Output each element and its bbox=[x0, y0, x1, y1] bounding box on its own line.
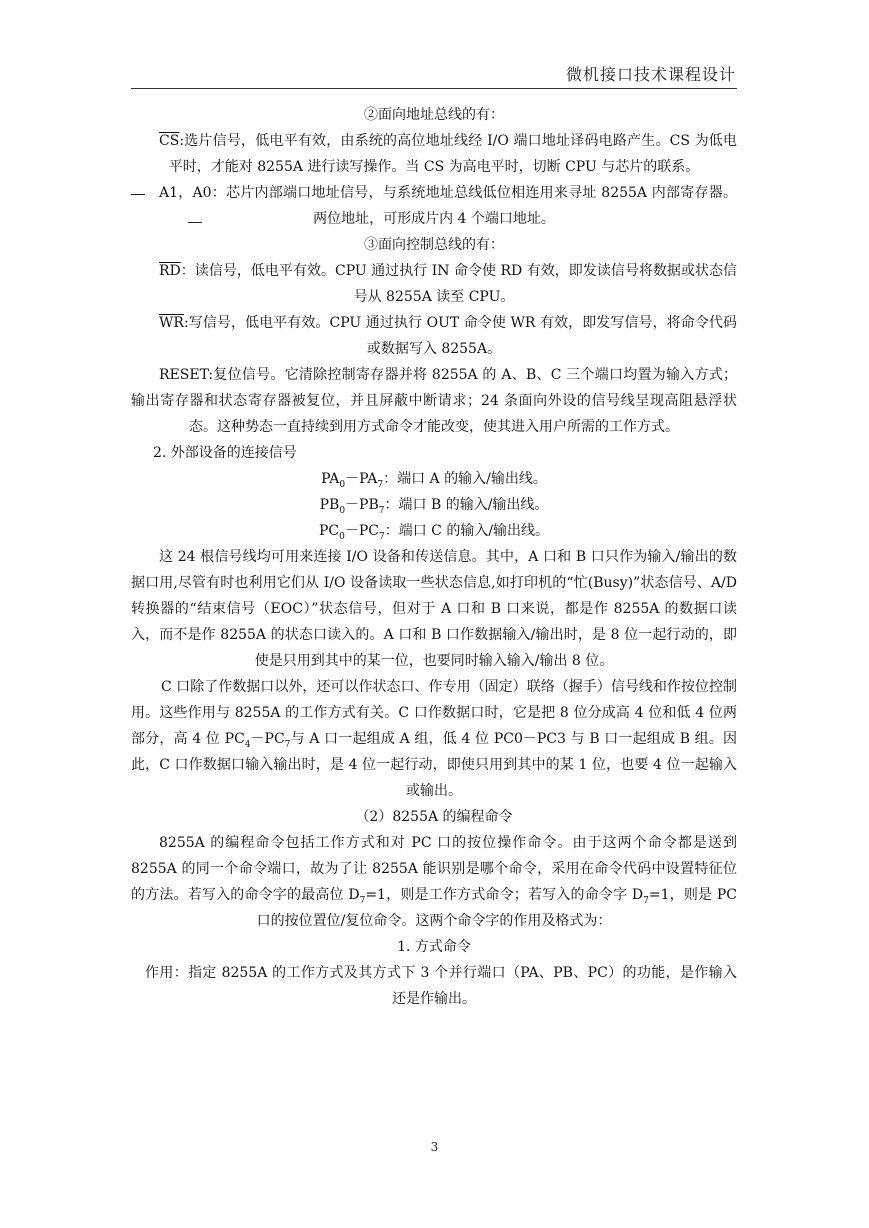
pb-end-sub: 7 bbox=[378, 505, 385, 516]
paragraph-reset-signal: RESET:复位信号。它清除控制寄存器并将 8255A 的 A、B、C 三个端口均置为输入方式；输出寄存器和状态寄存器被复位，并且屏蔽中断请求；24 条面向外设的信号线呈现高阻悬浮状态。这种势态一直持续到用方式命令才能改变，使其进入用户所需的工作方式。 bbox=[131, 367, 737, 435]
pa-start-label: PA bbox=[321, 471, 340, 487]
heading-external-signals: 2. 外部设备的连接信号 bbox=[153, 445, 297, 461]
line-port-b bbox=[131, 492, 737, 518]
heading-control-bus: ③面向控制总线的有： bbox=[364, 237, 504, 253]
heading-programming-commands: （2）8255A 的编程命令 bbox=[355, 809, 513, 825]
overline-artifact bbox=[131, 194, 145, 195]
pc-end-sub: 7 bbox=[378, 531, 385, 542]
prog-sub-2: 7 bbox=[643, 895, 649, 906]
cs-label: $\overline{CS}$ bbox=[159, 133, 180, 149]
paragraph-programming-commands bbox=[131, 830, 737, 934]
portc-text-b: －PC bbox=[250, 731, 285, 747]
page-number: 3 bbox=[430, 1140, 439, 1154]
paragraph-port-c bbox=[131, 674, 737, 804]
overline-artifact bbox=[188, 222, 202, 223]
pa-start-sub: 0 bbox=[339, 479, 346, 490]
pc-description: ：端口 C 的输入/输出线。 bbox=[384, 523, 550, 539]
pb-start-label: PB bbox=[319, 497, 340, 513]
pc-start-label: PC bbox=[318, 523, 340, 539]
prog-text-c: =1，则是 PC 口的按位置位/复位命令。这两个命令字的作用及格式为： bbox=[256, 887, 737, 929]
pa-description: ：端口 A 的输入/输出线。 bbox=[383, 471, 547, 487]
prog-sub-1: 7 bbox=[359, 895, 366, 906]
rd-label: $\overline{RD}$ bbox=[159, 263, 181, 279]
pb-end-label: －PB bbox=[345, 497, 379, 513]
wr-label: $\overline{WR}$ bbox=[159, 315, 184, 331]
prog-text-b: =1，则是工作方式命令；若写入的命令字 D bbox=[365, 887, 644, 903]
portc-sub-1: 4 bbox=[244, 739, 251, 750]
paragraph-cs-signal bbox=[131, 128, 737, 180]
pc-end-label: －PC bbox=[344, 523, 379, 539]
paragraph-rd-signal bbox=[131, 258, 737, 310]
heading-address-bus: ②面向地址总线的有： bbox=[364, 107, 504, 123]
pb-start-sub: 0 bbox=[339, 505, 346, 516]
line-port-c bbox=[131, 518, 737, 544]
line-port-a bbox=[131, 466, 737, 492]
portc-text-a: C 口除了作数据口以外，还可以作状态口、作专用（固定）联络（握手）信号线和作按位控制用。这些作用与 8255A 的工作方式有关。C 口作数据口时，它是把 8 位分成高 4 位和低 4 位两部分，高 4 位 PC bbox=[131, 679, 737, 747]
rd-description: ：读信号，低电平有效。CPU 通过执行 IN 命令使 RD 有效，即发读信号将数据或状态信号从 8255A 读至 CPU。 bbox=[180, 263, 737, 305]
paragraph-mode-command-purpose: 作用：指定 8255A 的工作方式及其方式下 3 个并行端口（PA、PB、PC）的功能，是作输入还是作输出。 bbox=[145, 965, 737, 1007]
pc-start-sub: 0 bbox=[339, 531, 345, 542]
paragraph-signal-lines: 这 24 根信号线均可用来连接 I/O 设备和传送信息。其中，A 口和 B 口只作为输入/输出的数据口用,尽管有时也利用它们从 I/O 设备读取一些状态信息,如打印机的“忙(Busy)”状态信号、A/D 转换器的“结束信号（EOC）”状态信号，但对于 A 口和 B 口来说，都是作 8255A 的数据口读入，而不是作 8255A 的状态口读入的。A 口和 B 口作数据输入/输出时，是 8 位一起行动的，即使是只用到其中的某一位，也要同时输入输入/输出 8 位。 bbox=[131, 549, 737, 669]
prog-text-a: 8255A 的编程命令包括工作方式和对 PC 口的按位操作命令。由于这两个命令都是送到 8255A 的同一个命令端口，故为了让 8255A 能识别是哪个命令，采用在命令代码中设置特征位的方法。若写入的命令字的最高位 D bbox=[131, 835, 737, 903]
header-rule bbox=[131, 88, 737, 89]
paragraph-wr-signal bbox=[131, 310, 737, 362]
header-title: 微机接口技术课程设计 bbox=[565, 65, 736, 84]
pa-end-label: －PA bbox=[345, 471, 378, 487]
paragraph-a1-a0-signal: A1，A0：芯片内部端口地址信号，与系统地址总线低位相连用来寻址 8255A 内部寄存器。两位地址，可形成片内 4 个端口地址。 bbox=[159, 185, 737, 227]
portc-text-c: 与 A 口一起组成 A 组，低 4 位 PC0－PC3 与 B 口一起组成 B 组。因此，C 口作数据口输入输出时，是 4 位一起行动，即使只用到其中的某 1 位，也要 4 位一起输入或输出。 bbox=[131, 731, 738, 799]
cs-description: :选片信号，低电平有效，由系统的高位地址线经 I/O 端口地址译码电路产生。CS 为低电平时，才能对 8255A 进行读写操作。当 CS 为高电平时，切断 CPU 与芯片的联系。 bbox=[168, 133, 737, 175]
heading-mode-command: 1. 方式命令 bbox=[397, 939, 471, 955]
pb-description: ：端口 B 的输入/输出线。 bbox=[384, 497, 549, 513]
portc-sub-2: 7 bbox=[284, 739, 291, 750]
wr-description: :写信号，低电平有效。CPU 通过执行 OUT 命令使 WR 有效，即发写信号，将命令代码或数据写入 8255A。 bbox=[183, 315, 737, 357]
pa-end-sub: 7 bbox=[377, 479, 384, 490]
document-body bbox=[131, 102, 737, 1012]
